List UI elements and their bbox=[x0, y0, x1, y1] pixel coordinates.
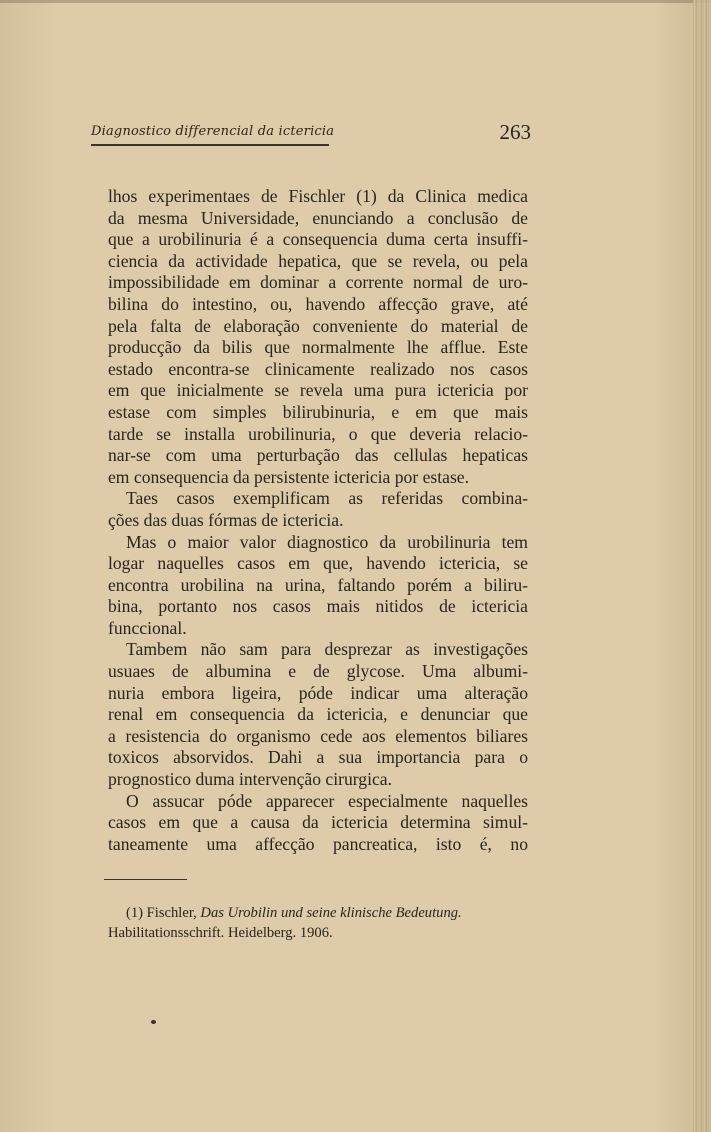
running-head bbox=[91, 122, 531, 152]
text-line: taneamente uma affecção pancreatica, isto é, no bbox=[108, 833, 528, 854]
page-edge-shadow bbox=[693, 0, 711, 1132]
text-line: nar-se com uma perturbação das cellulas hepaticas bbox=[108, 445, 528, 466]
text-line: impossibilidade em dominar a corrente normal de uro- bbox=[108, 272, 528, 293]
text-line: em consequencia da persistente ictericia por estase. bbox=[108, 466, 469, 487]
text-line: a resistencia do organismo cede aos elementos biliares bbox=[108, 725, 528, 746]
text-line: tarde se installa urobilinuria, o que deveria relacio- bbox=[108, 423, 528, 444]
text-line: ções das duas fórmas de ictericia. bbox=[108, 509, 344, 530]
text-line: estase com simples bilirubinuria, e em que mais bbox=[108, 401, 528, 422]
ink-speck bbox=[151, 1020, 156, 1024]
text-line: logar naquelles casos em que, havendo ictericia, se bbox=[108, 553, 528, 574]
footnote bbox=[108, 904, 528, 943]
body-text bbox=[108, 186, 528, 855]
text-line: estado encontra-se clinicamente realizado nos casos bbox=[108, 358, 528, 379]
text-line: O assucar póde apparecer especialmente naquelles bbox=[126, 790, 528, 811]
text-line: bilina do intestino, ou, havendo affecção grave, até bbox=[108, 293, 528, 314]
text-line: prognostico duma intervenção cirurgica. bbox=[108, 769, 393, 790]
text-line: nuria embora ligeira, póde indicar uma alteração bbox=[108, 682, 528, 703]
text-line: toxicos absorvidos. Dahi a sua importancia para o bbox=[108, 747, 528, 768]
text-line: bina, portanto nos casos mais nitidos de ictericia bbox=[108, 596, 528, 617]
text-line: encontra urobilina na urina, faltando porém a biliru- bbox=[108, 574, 528, 595]
text-line: casos em que a causa da ictericia determina simul- bbox=[108, 812, 528, 833]
text-line: funccional. bbox=[108, 617, 187, 638]
text-line: em que inicialmente se revela uma pura ictericia por bbox=[108, 380, 528, 401]
running-head-title: Diagnostico differencial da ictericia bbox=[91, 124, 335, 139]
text-line: Mas o maior valor diagnostico da urobilinuria tem bbox=[126, 531, 528, 552]
running-head-rule bbox=[91, 144, 329, 146]
footnote-work-title: Das Urobilin und seine klinische Bedeutung. bbox=[200, 905, 462, 921]
footnote-marker: (1) Fischler, bbox=[126, 905, 197, 921]
page-number: 263 bbox=[499, 120, 531, 144]
text-line: ciencia da actividade hepatica, que se revela, ou pela bbox=[108, 250, 528, 271]
footnote-rule bbox=[104, 879, 187, 880]
text-line: Tambem não sam para desprezar as investigações bbox=[126, 639, 528, 660]
text-line: renal em consequencia da ictericia, e denunciar que bbox=[108, 704, 528, 725]
page-top-edge bbox=[0, 0, 711, 3]
text-line: que a urobilinuria é a consequencia duma certa insuffi- bbox=[108, 229, 528, 250]
text-line: usuaes de albumina e de glycose. Uma albumi- bbox=[108, 661, 528, 682]
text-line: lhos experimentaes de Fischler (1) da Clinica medica bbox=[108, 186, 528, 206]
footnote-details: Habilitationsschrift. Heidelberg. 1906. bbox=[108, 924, 333, 941]
text-line: pela falta de elaboração conveniente do material de bbox=[108, 315, 528, 336]
text-line: Taes casos exemplificam as referidas combina- bbox=[126, 488, 528, 509]
text-line: da mesma Universidade, enunciando a conclusão de bbox=[108, 207, 528, 228]
text-line: producção da bilis que normalmente lhe afflue. Este bbox=[108, 337, 528, 358]
